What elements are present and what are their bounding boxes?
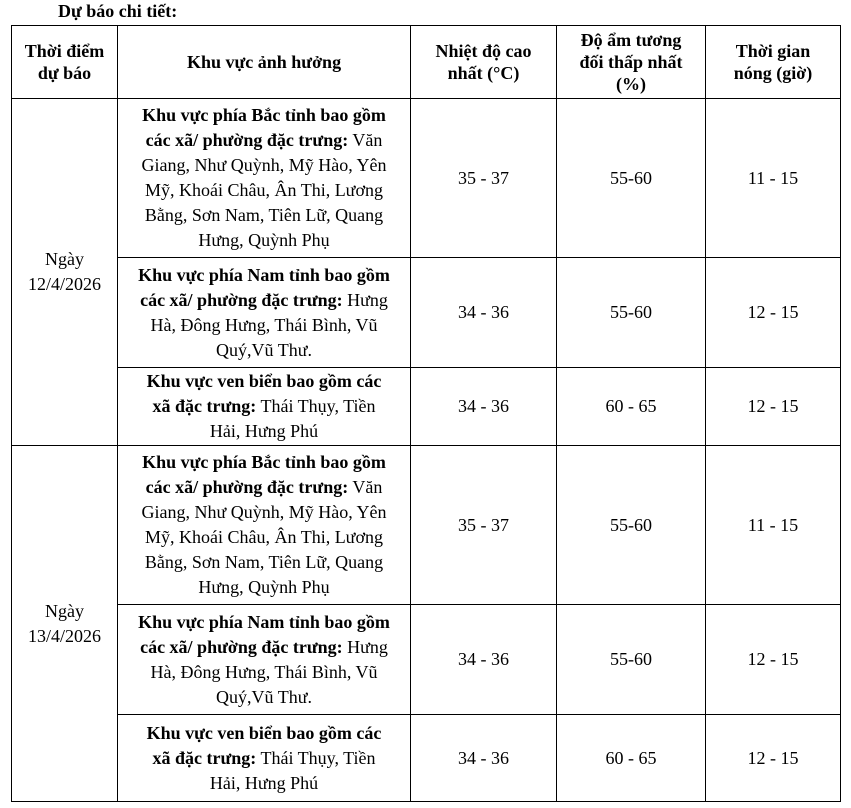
header-affected-area-line-1: Khu vực ảnh hưởng xyxy=(186,52,342,72)
area-names: Giang, Như Quỳnh, Mỹ Hào, Yên xyxy=(141,155,387,175)
region-label: xã đặc trưng: xyxy=(152,396,257,416)
area-text-line xyxy=(122,771,406,796)
area-text-line xyxy=(122,635,406,660)
min-humidity-cell: 60 - 65 xyxy=(557,368,706,446)
area-text-line xyxy=(122,500,406,525)
hot-hours-cell: 11 - 15 xyxy=(706,99,841,258)
area-names: Hưng, Quỳnh Phụ xyxy=(198,577,330,597)
area-names: Quý,Vũ Thư. xyxy=(216,686,312,707)
area-text-line xyxy=(122,746,406,771)
min-humidity-cell: 55-60 xyxy=(557,446,706,605)
area-text-line xyxy=(122,288,406,313)
area-text-line xyxy=(122,610,406,635)
region-label: xã đặc trưng: xyxy=(152,747,257,768)
forecast-date-line: Ngày xyxy=(45,249,84,269)
area-names: Hưng, Quỳnh Phụ xyxy=(198,230,330,250)
forecast-date-line: Ngày xyxy=(45,600,84,621)
area-names: Thái Thụy, Tiền xyxy=(256,396,376,416)
area-names: Hưng xyxy=(342,636,388,657)
header-min-humidity-line-2: đối thấp nhất xyxy=(579,52,683,72)
area-names: Văn xyxy=(348,130,383,150)
header-min-humidity-line-3: (%) xyxy=(616,74,646,94)
table-row xyxy=(12,368,841,446)
region-label: các xã/ phường đặc trưng: xyxy=(145,477,349,497)
max-temperature-cell: 34 - 36 xyxy=(411,605,557,715)
hot-hours-cell: 11 - 15 xyxy=(706,446,841,605)
forecast-date-line: 12/4/2026 xyxy=(27,274,101,294)
region-label: Khu vực phía Bắc tỉnh bao gồm xyxy=(142,452,386,472)
affected-area-cell xyxy=(118,605,411,715)
area-text-line xyxy=(122,394,406,419)
table-row xyxy=(12,258,841,368)
area-names: Quý,Vũ Thư. xyxy=(216,339,312,360)
area-text-line xyxy=(122,103,406,128)
header-min-humidity xyxy=(557,26,706,99)
max-temperature-cell: 34 - 36 xyxy=(411,258,557,368)
affected-area-cell xyxy=(118,368,411,446)
area-names: Hải, Hưng Phú xyxy=(209,772,319,793)
header-max-temperature xyxy=(411,26,557,99)
area-names: Hà, Đông Hưng, Thái Bình, Vũ xyxy=(150,661,378,682)
table-row xyxy=(12,99,841,258)
header-min-humidity-line-1: Độ ẩm tương xyxy=(580,30,682,50)
region-label: các xã/ phường đặc trưng: xyxy=(140,636,343,657)
area-names: Thái Thụy, Tiền xyxy=(256,747,376,768)
header-hot-hours xyxy=(706,26,841,99)
forecast-date-line: 13/4/2026 xyxy=(27,625,101,646)
area-names: Bằng, Sơn Nam, Tiên Lữ, Quang xyxy=(144,552,384,572)
min-humidity-cell: 55-60 xyxy=(557,99,706,258)
max-temperature-cell: 34 - 36 xyxy=(411,715,557,802)
table-row xyxy=(12,605,841,715)
hot-hours-cell: 12 - 15 xyxy=(706,368,841,446)
header-affected-area xyxy=(118,26,411,99)
region-label: Khu vực phía Bắc tỉnh bao gồm xyxy=(142,105,386,125)
region-label: các xã/ phường đặc trưng: xyxy=(140,289,343,310)
affected-area-cell xyxy=(118,99,411,258)
area-text-line xyxy=(122,450,406,475)
region-label: Khu vực ven biển bao gồm các xyxy=(146,371,382,391)
forecast-date-cell xyxy=(12,99,118,446)
affected-area-cell xyxy=(118,446,411,605)
area-text-line xyxy=(122,228,406,253)
area-text-line xyxy=(122,685,406,710)
region-label: Khu vực phía Nam tỉnh bao gồm xyxy=(138,611,390,632)
area-names: Hưng xyxy=(342,289,388,310)
min-humidity-cell: 55-60 xyxy=(557,605,706,715)
area-names: Mỹ, Khoái Châu, Ân Thi, Lương xyxy=(145,527,383,547)
min-humidity-cell: 60 - 65 xyxy=(557,715,706,802)
area-text-line xyxy=(122,178,406,203)
hot-hours-cell: 12 - 15 xyxy=(706,258,841,368)
area-text-line xyxy=(122,550,406,575)
area-names: Văn xyxy=(348,477,383,497)
region-label: các xã/ phường đặc trưng: xyxy=(145,130,349,150)
header-row xyxy=(12,26,841,99)
area-text-line xyxy=(122,475,406,500)
table-row xyxy=(12,446,841,605)
table-row xyxy=(12,715,841,802)
hot-hours-cell: 12 - 15 xyxy=(706,715,841,802)
region-label: Khu vực ven biển bao gồm các xyxy=(146,722,382,743)
area-text-line xyxy=(122,419,406,444)
affected-area-cell xyxy=(118,715,411,802)
area-names: Hà, Đông Hưng, Thái Bình, Vũ xyxy=(150,314,378,335)
header-forecast-time-line-2: dự báo xyxy=(37,63,92,83)
header-forecast-time xyxy=(12,26,118,99)
area-text-line xyxy=(122,263,406,288)
area-text-line xyxy=(122,721,406,746)
header-max-temperature-line-1: Nhiệt độ cao xyxy=(435,41,532,61)
area-names: Mỹ, Khoái Châu, Ân Thi, Lương xyxy=(145,180,383,200)
area-names: Giang, Như Quỳnh, Mỹ Hào, Yên xyxy=(141,502,387,522)
area-text-line xyxy=(122,575,406,600)
header-forecast-time-line-1: Thời điểm xyxy=(24,41,105,61)
area-names: Hải, Hưng Phú xyxy=(209,421,319,441)
header-max-temperature-line-2: nhất (°C) xyxy=(447,63,520,83)
max-temperature-cell: 35 - 37 xyxy=(411,446,557,605)
max-temperature-cell: 35 - 37 xyxy=(411,99,557,258)
area-text-line xyxy=(122,203,406,228)
affected-area-cell xyxy=(118,258,411,368)
forecast-table xyxy=(11,25,841,802)
area-text-line xyxy=(122,313,406,338)
forecast-date-cell xyxy=(12,446,118,802)
area-text-line xyxy=(122,338,406,363)
area-text-line xyxy=(122,525,406,550)
header-hot-hours-line-1: Thời gian xyxy=(735,41,811,61)
area-text-line xyxy=(122,128,406,153)
min-humidity-cell: 55-60 xyxy=(557,258,706,368)
area-names: Bằng, Sơn Nam, Tiên Lữ, Quang xyxy=(144,205,384,225)
table-body xyxy=(12,99,841,802)
hot-hours-cell: 12 - 15 xyxy=(706,605,841,715)
area-text-line xyxy=(122,369,406,394)
region-label: Khu vực phía Nam tỉnh bao gồm xyxy=(138,264,390,285)
max-temperature-cell: 34 - 36 xyxy=(411,368,557,446)
section-heading: Dự báo chi tiết: xyxy=(58,1,178,21)
area-text-line xyxy=(122,660,406,685)
header-hot-hours-line-2: nóng (giờ) xyxy=(733,63,813,83)
area-text-line xyxy=(122,153,406,178)
